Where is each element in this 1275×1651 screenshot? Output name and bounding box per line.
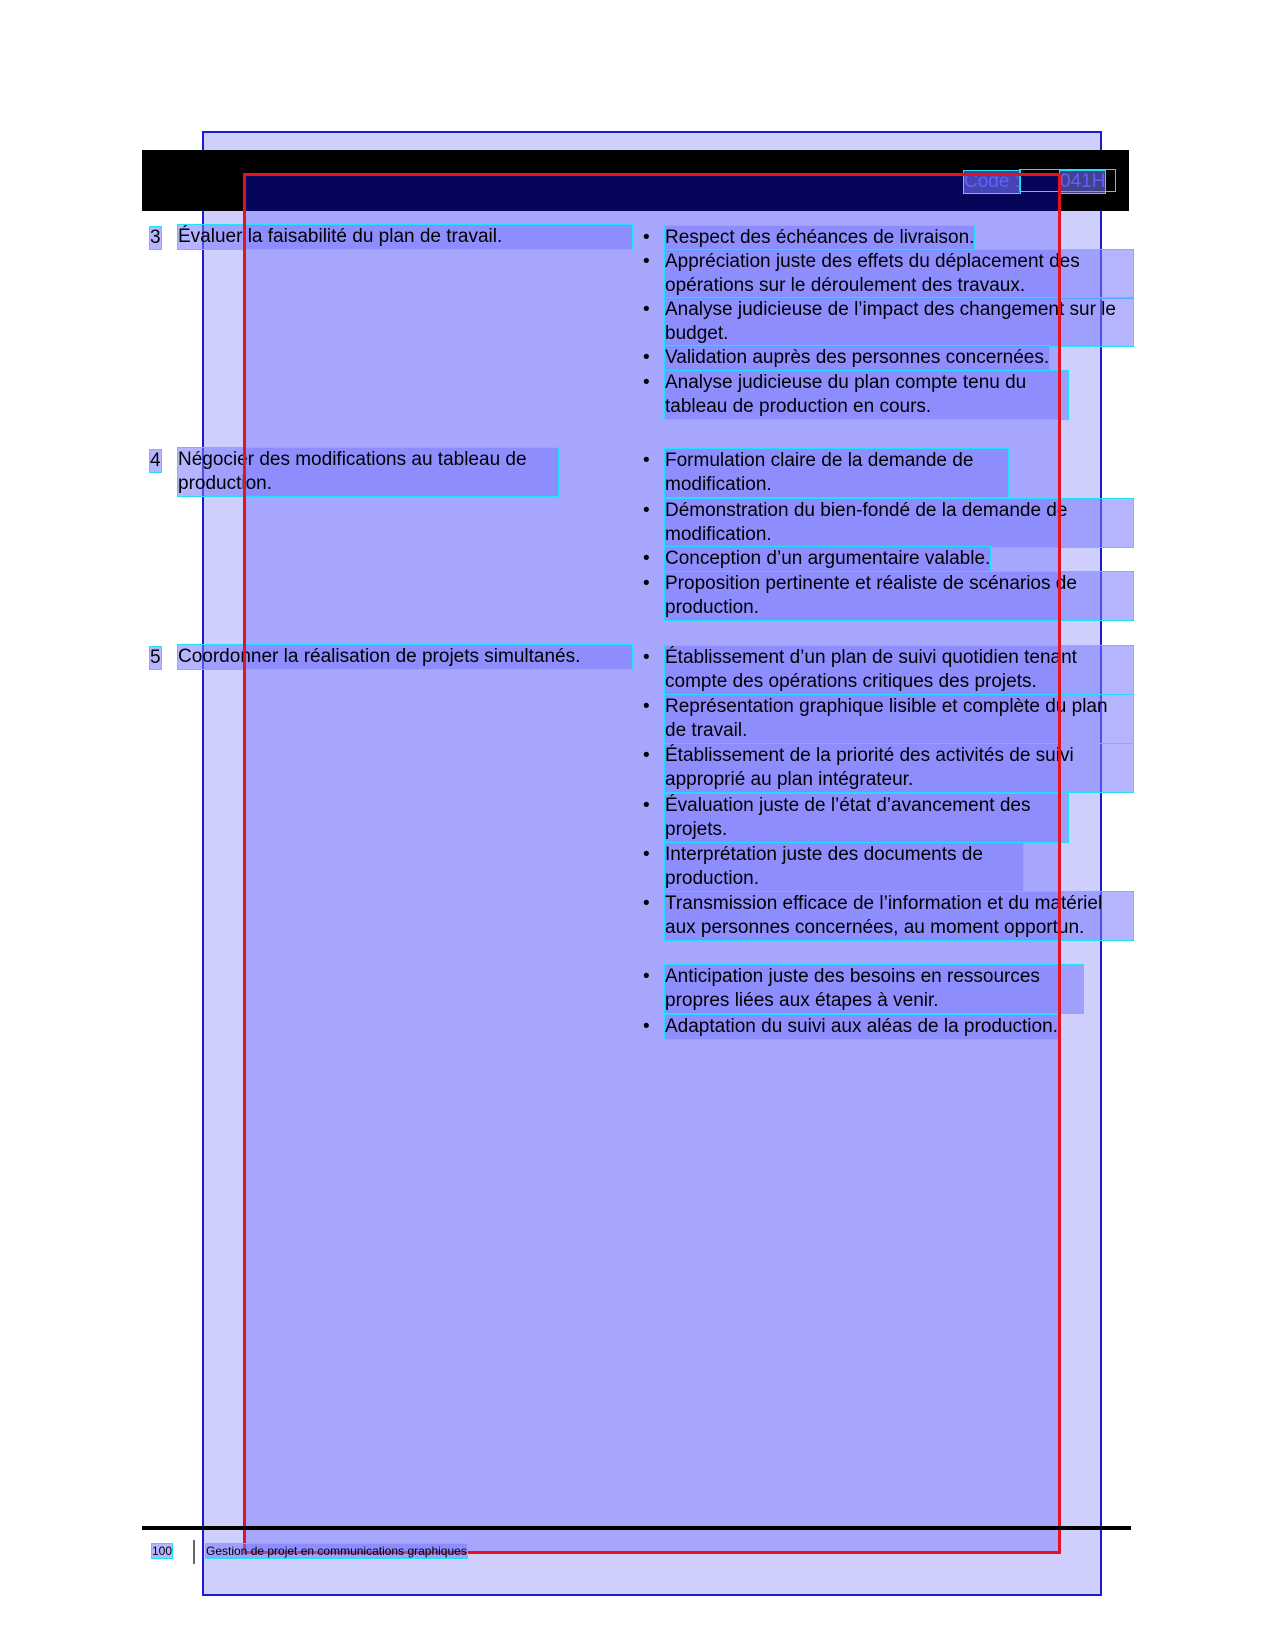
code-value: 041H (1060, 171, 1106, 192)
criterion-text: Validation auprès des personnes concernées. (665, 347, 1050, 368)
criterion-text: Représentation graphique lisible et complète du plan de travail. (665, 695, 1133, 743)
criterion-item (643, 250, 1133, 298)
criterion-item (643, 646, 1133, 694)
footer-separator (193, 1540, 195, 1564)
row-number: 3 (150, 227, 161, 248)
criterion-text: Appréciation juste des effets du déplacement des opérations sur le déroulement des travaux. (665, 250, 1133, 298)
criterion-item (643, 695, 1133, 743)
criterion-text: Respect des échéances de livraison. (665, 227, 975, 248)
row-number: 5 (150, 647, 161, 668)
bullet-icon: • (643, 795, 650, 816)
criterion-item (643, 449, 1008, 497)
footer-title: Gestion de projet en communications graphiques (206, 1544, 467, 1558)
bullet-icon: • (643, 745, 650, 766)
bullet-icon: • (643, 966, 650, 987)
row-title: Évaluer la faisabilité du plan de travail. (178, 225, 632, 249)
criterion-item (643, 843, 1023, 891)
criterion-item (643, 892, 1133, 940)
criterion-text: Analyse judicieuse du plan compte tenu du tableau de production en cours. (665, 371, 1068, 419)
row-number: 4 (150, 450, 161, 471)
bullet-icon: • (643, 844, 650, 865)
criterion-item (643, 547, 1133, 571)
criterion-item (643, 371, 1068, 419)
bullet-icon: • (643, 548, 650, 569)
bullet-icon: • (643, 573, 650, 594)
bullet-icon: • (643, 450, 650, 471)
criterion-item (643, 499, 1133, 547)
criterion-item (643, 1015, 1133, 1039)
inner-header-band (244, 174, 1060, 211)
bullet-icon: • (643, 251, 650, 272)
criterion-text: Proposition pertinente et réaliste de scénarios de production. (665, 572, 1133, 620)
bullet-icon: • (643, 227, 650, 248)
row-title: Négocier des modifications au tableau de production. (178, 448, 558, 496)
footer-rule (142, 1526, 1131, 1530)
criterion-text: Démonstration du bien-fondé de la demande de modification. (665, 499, 1133, 547)
bullet-icon: • (643, 347, 650, 368)
criterion-text: Évaluation juste de l’état d’avancement des projets. (665, 794, 1068, 842)
criterion-text: Analyse judicieuse de l’impact des changement sur le budget. (665, 298, 1133, 346)
code-label: Code : (964, 171, 1020, 192)
bullet-icon: • (643, 696, 650, 717)
bullet-icon: • (643, 647, 650, 668)
criterion-text: Transmission efficace de l’information et du matériel aux personnes concernées, au moment opportun. (665, 892, 1133, 940)
bullet-icon: • (643, 1016, 650, 1037)
criterion-text: Adaptation du suivi aux aléas de la production. (665, 1016, 1058, 1037)
criterion-text: Anticipation juste des besoins en ressources propres liées aux étapes à venir. (665, 965, 1083, 1013)
bullet-icon: • (643, 500, 650, 521)
bullet-icon: • (643, 893, 650, 914)
criterion-item (643, 346, 1133, 370)
criterion-text: Conception d’un argumentaire valable. (665, 548, 991, 569)
criterion-item (643, 794, 1068, 842)
criterion-item (643, 226, 1133, 250)
criterion-item (643, 744, 1133, 792)
page-number: 100 (152, 1544, 173, 1558)
row-title: Coordonner la réalisation de projets simultanés. (178, 645, 632, 669)
criterion-text: Formulation claire de la demande de modification. (665, 449, 1008, 497)
criterion-item (643, 965, 1083, 1013)
bullet-icon: • (643, 299, 650, 320)
criterion-item (643, 298, 1133, 346)
criterion-text: Établissement de la priorité des activités de suivi approprié au plan intégrateur. (665, 744, 1133, 792)
criterion-item (643, 572, 1133, 620)
criterion-text: Interprétation juste des documents de production. (665, 843, 1023, 891)
criterion-text: Établissement d’un plan de suivi quotidien tenant compte des opérations critiques des projets. (665, 646, 1133, 694)
bullet-icon: • (643, 372, 650, 393)
